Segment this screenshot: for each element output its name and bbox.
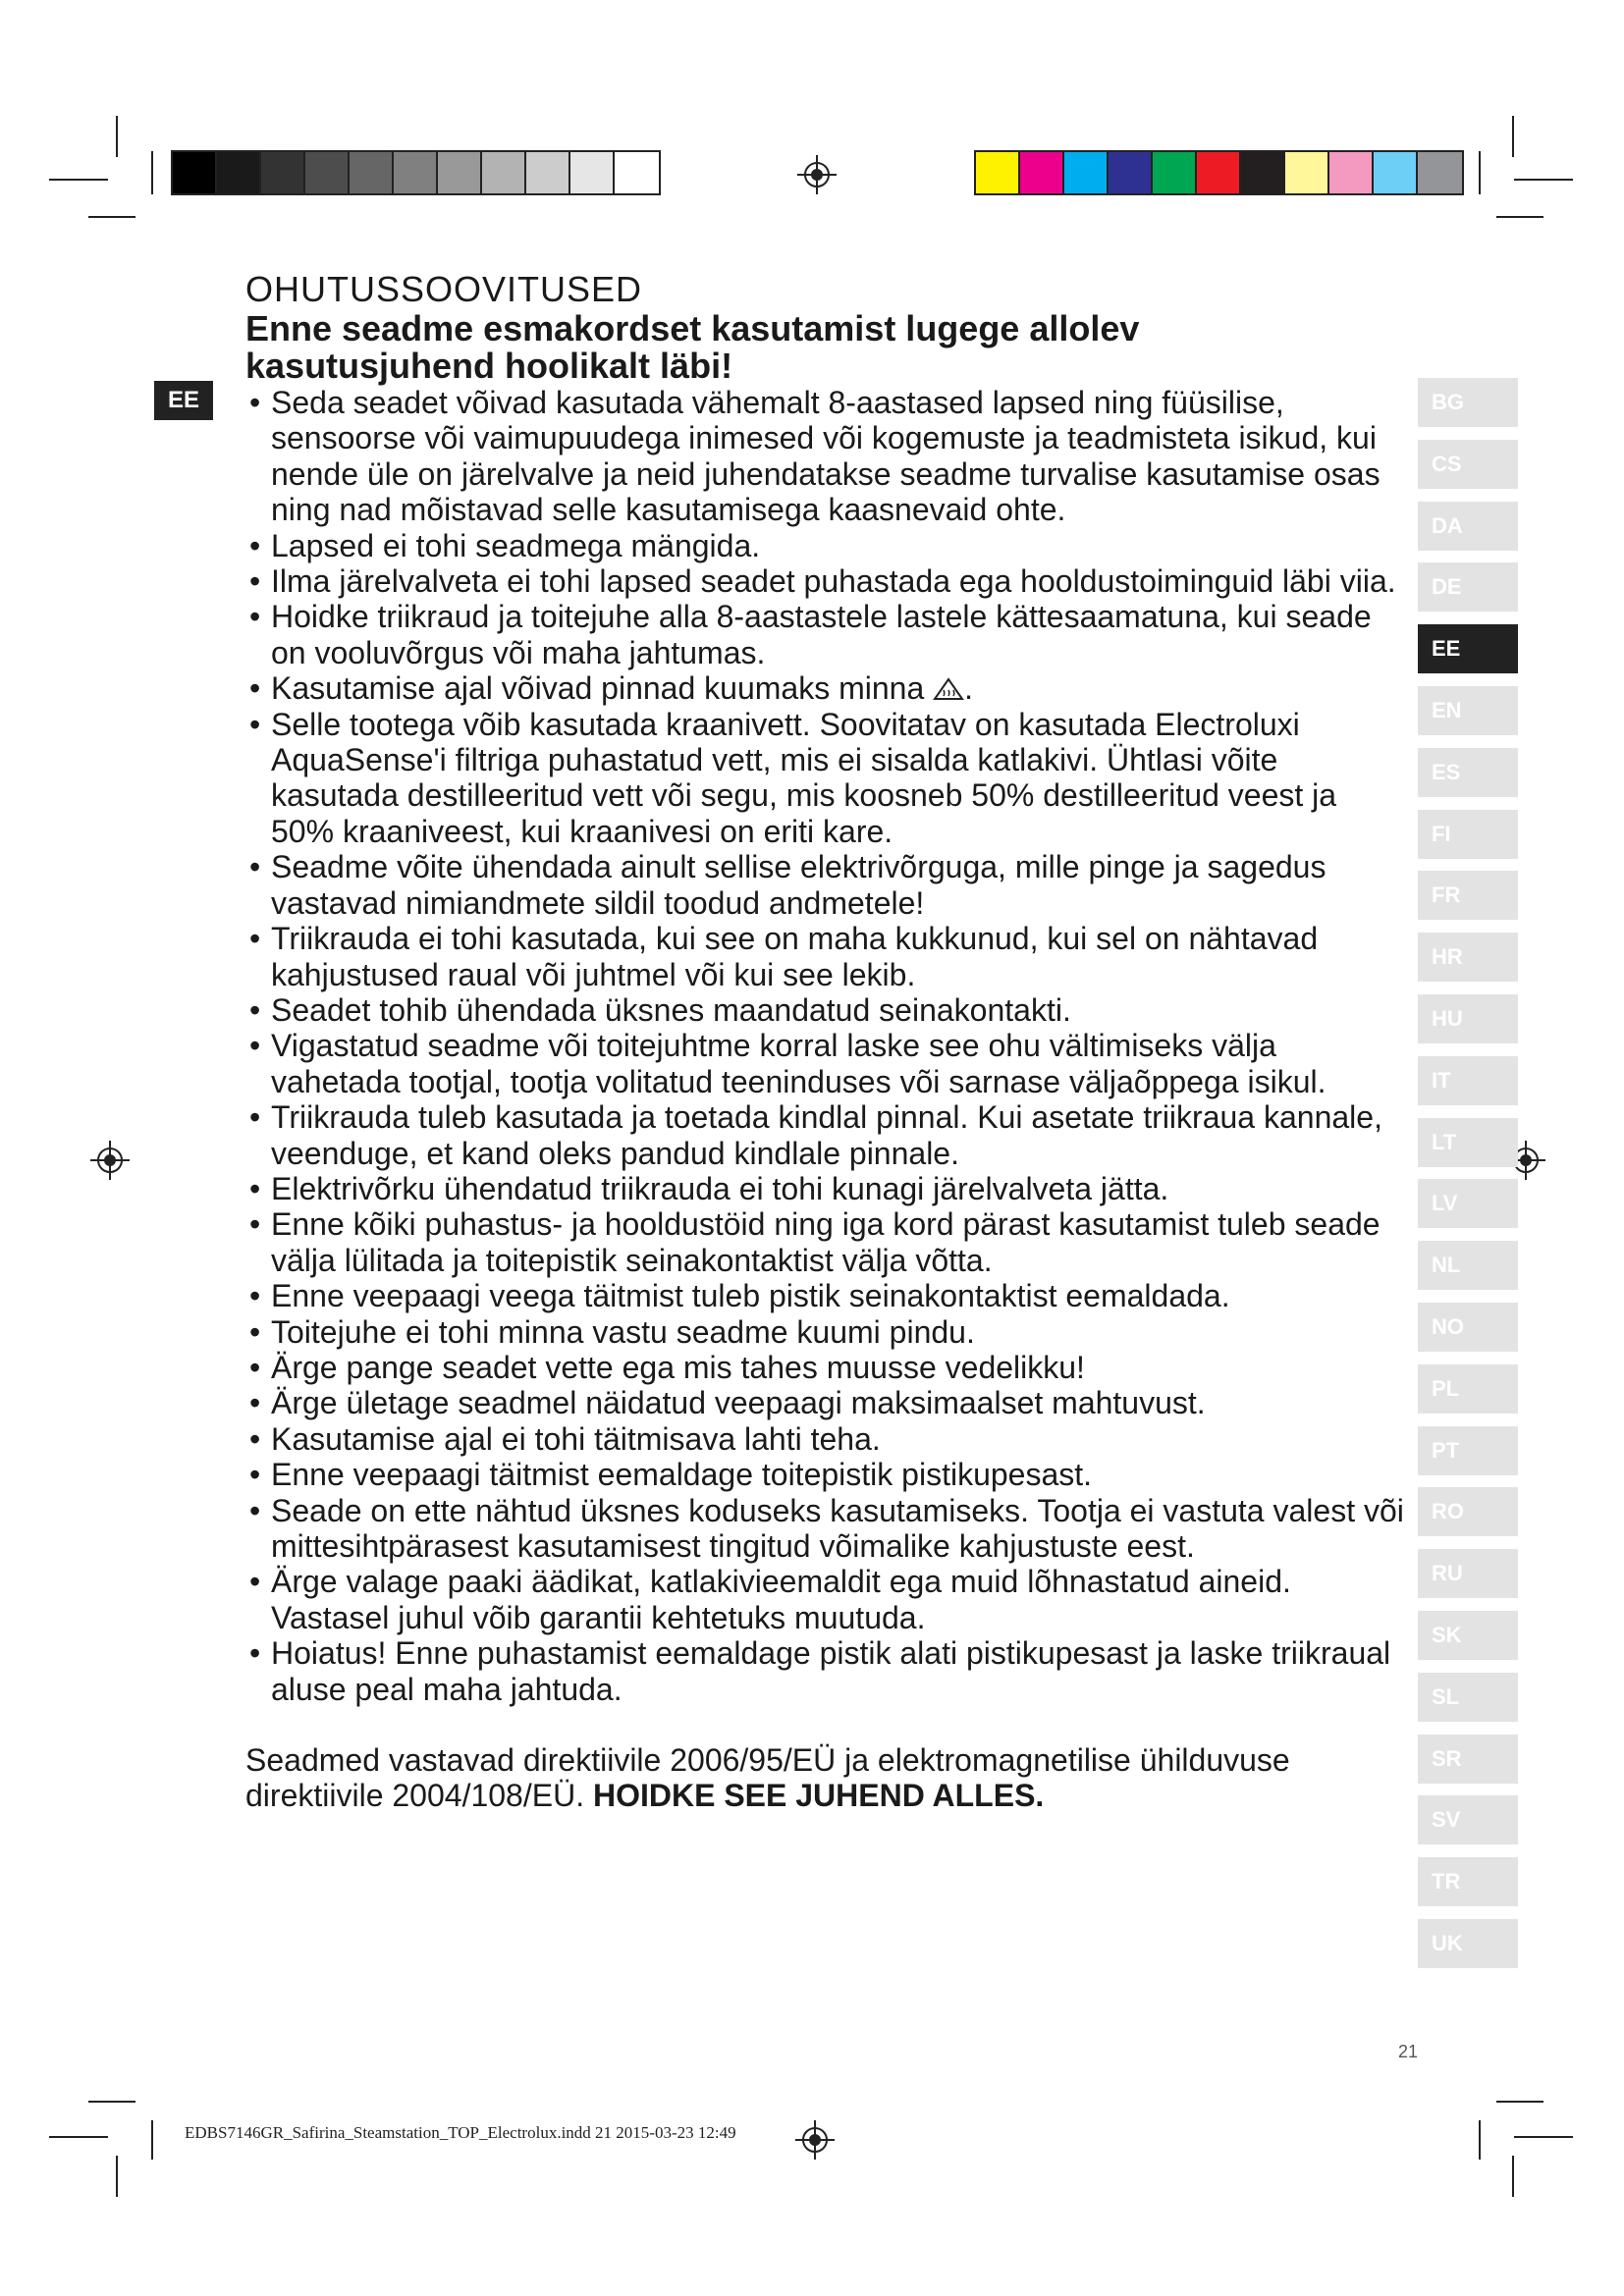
registration-mark-icon — [90, 1141, 130, 1180]
language-tab-ee[interactable]: EE — [1418, 624, 1518, 673]
safety-list — [245, 385, 1404, 1707]
crop-mark — [1512, 116, 1514, 157]
color-swatch — [482, 152, 526, 193]
closing-statement — [245, 1742, 1384, 1814]
safety-item: • Ilma järelvalveta ei tohi lapsed seadet puhastada ega hooldustoiminguid läbi viia. — [245, 563, 1404, 599]
language-tab-ru[interactable]: RU — [1418, 1549, 1518, 1598]
safety-item: • Kasutamise ajal ei tohi täitmisava lahti teha. — [245, 1421, 1404, 1457]
crop-mark — [1514, 179, 1573, 181]
color-swatch — [526, 152, 570, 193]
safety-item: • Vigastatud seadme või toitejuhtme korral laske see ohu vältimiseks välja vahetada tootjal, tootja volitatud teeninduses või sarnase väljaõppega isikul. — [245, 1028, 1404, 1099]
color-swatch — [1153, 152, 1197, 193]
language-tab-sv[interactable]: SV — [1418, 1795, 1518, 1844]
safety-item: • Enne veepaagi täitmist eemaldage toitepistik pistikupesast. — [245, 1457, 1404, 1492]
safety-item: • Kasutamise ajal võivad pinnad kuumaks minna . — [245, 670, 1404, 706]
color-swatch — [1329, 152, 1374, 193]
language-tab-sr[interactable]: SR — [1418, 1735, 1518, 1784]
language-tab-nl[interactable]: NL — [1418, 1241, 1518, 1290]
language-tab-hr[interactable]: HR — [1418, 933, 1518, 982]
language-tab-pt[interactable]: PT — [1418, 1426, 1518, 1475]
color-swatch — [350, 152, 394, 193]
safety-item: • Ärge ületage seadmel näidatud veepaagi maksimaalset mahtuvust. — [245, 1385, 1404, 1420]
crop-mark — [151, 151, 153, 194]
crop-mark — [1514, 2136, 1573, 2138]
safety-item: • Ärge pange seadet vette ega mis tahes muusse vedelikku! — [245, 1350, 1404, 1385]
color-swatch — [217, 152, 261, 193]
crop-mark — [88, 216, 135, 218]
language-tab-sk[interactable]: SK — [1418, 1611, 1518, 1660]
color-swatch — [615, 152, 659, 193]
color-swatch — [394, 152, 438, 193]
color-swatch — [976, 152, 1020, 193]
language-marker: EE — [154, 381, 213, 420]
lead-instruction: Enne seadme esmakordset kasutamist lugege allolev kasutusjuhend hoolikalt läbi! — [245, 308, 1140, 386]
hot-surface-warning-icon — [933, 677, 964, 701]
language-tab-sl[interactable]: SL — [1418, 1673, 1518, 1722]
safety-item: • Triikrauda ei tohi kasutada, kui see on maha kukkunud, kui sel on nähtavad kahjustused raual või juhtmel või kui see lekib. — [245, 921, 1404, 992]
language-tab-ro[interactable]: RO — [1418, 1487, 1518, 1536]
safety-item: • Hoiatus! Enne puhastamist eemaldage pistik alati pistikupesast ja laske triikraual aluse peal maha jahtuda. — [245, 1635, 1404, 1707]
crop-mark — [1496, 216, 1543, 218]
language-tab-es[interactable]: ES — [1418, 748, 1518, 797]
crop-mark — [49, 179, 108, 181]
language-tab-en[interactable]: EN — [1418, 686, 1518, 735]
language-tab-lt[interactable]: LT — [1418, 1118, 1518, 1167]
safety-item: • Selle tootega võib kasutada kraanivett. Soovitatav on kasutada Electroluxi AquaSense'i filtriga puhastatud vett, mis ei sisalda katlakivi. Ühtlasi võite kasutada destilleeritud vett või segu, mis koosneb 50% destilleeritud veest ja 50% kraaniveest, kui kraanivesi on eriti kare. — [245, 707, 1404, 850]
color-swatch — [1241, 152, 1285, 193]
language-tab-de[interactable]: DE — [1418, 562, 1518, 612]
color-swatch — [1418, 152, 1462, 193]
color-swatch — [570, 152, 615, 193]
crop-mark — [49, 2136, 108, 2138]
safety-item: • Hoidke triikraud ja toitejuhe alla 8-aastastele lastele kättesaamatuna, kui seade on vooluvõrgus või maha jahtumas. — [245, 599, 1404, 670]
language-tab-no[interactable]: NO — [1418, 1303, 1518, 1352]
language-tab-fi[interactable]: FI — [1418, 810, 1518, 859]
language-tab-lv[interactable]: LV — [1418, 1179, 1518, 1228]
language-tab-it[interactable]: IT — [1418, 1056, 1518, 1105]
safety-item: • Ärge valage paaki äädikat, katlakivieemaldit ega muid lõhnastatud aineid. Vastasel juhul võib garantii kehtetuks muutuda. — [245, 1564, 1404, 1635]
registration-mark-icon — [795, 2120, 835, 2160]
color-swatch — [305, 152, 350, 193]
safety-item: • Lapsed ei tohi seadmega mängida. — [245, 528, 1404, 563]
page-number: 21 — [1398, 2042, 1419, 2061]
color-swatch — [1020, 152, 1064, 193]
language-tab-tr[interactable]: TR — [1418, 1857, 1518, 1906]
language-tab-hu[interactable]: HU — [1418, 994, 1518, 1043]
print-slug: EDBS7146GR_Safirina_Steamstation_TOP_Electrolux.indd 21 2015-03-23 12:49 — [185, 2123, 736, 2142]
process-color-bar — [974, 150, 1464, 195]
color-swatch — [173, 152, 217, 193]
crop-mark — [1496, 2101, 1543, 2103]
crop-mark — [1479, 2120, 1481, 2160]
section-title: OHUTUSSOOVITUSED — [245, 269, 643, 309]
safety-item: • Enne veepaagi veega täitmist tuleb pistik seinakontaktist eemaldada. — [245, 1278, 1404, 1313]
crop-mark — [1512, 2156, 1514, 2197]
safety-item: • Elektrivõrku ühendatud triikrauda ei tohi kunagi järelvalveta jätta. — [245, 1171, 1404, 1206]
safety-item: • Toitejuhe ei tohi minna vastu seadme kuumi pindu. — [245, 1314, 1404, 1350]
color-swatch — [1285, 152, 1329, 193]
grayscale-color-bar — [171, 150, 661, 195]
language-tab-fr[interactable]: FR — [1418, 871, 1518, 920]
safety-item: • Seadme võite ühendada ainult sellise elektrivõrguga, mille pinge ja sagedus vastavad nimiandmete sildil toodud andmetele! — [245, 849, 1404, 921]
safety-item: • Seadet tohib ühendada üksnes maandatud seinakontakti. — [245, 992, 1404, 1028]
crop-mark — [1479, 151, 1481, 194]
safety-item: • Seade on ette nähtud üksnes koduseks kasutamiseks. Tootja ei vastuta valest või mittesihtpärasest kasutamisest tingitud võimalike kahjustuste eest. — [245, 1493, 1404, 1565]
language-tab-cs[interactable]: CS — [1418, 440, 1518, 489]
crop-mark — [116, 116, 118, 157]
registration-mark-icon — [797, 155, 837, 194]
language-tab-uk[interactable]: UK — [1418, 1919, 1518, 1968]
safety-item: • Triikrauda tuleb kasutada ja toetada kindlal pinnal. Kui asetate triikraua kannale, veenduge, et kand oleks pandud kindlale pinnale. — [245, 1099, 1404, 1171]
language-tab-bg[interactable]: BG — [1418, 378, 1518, 427]
color-swatch — [261, 152, 305, 193]
language-tab-pl[interactable]: PL — [1418, 1364, 1518, 1414]
crop-mark — [88, 2101, 135, 2103]
safety-item: • Enne kõiki puhastus- ja hooldustöid ning iga kord pärast kasutamist tuleb seade välja lülitada ja toitepistik seinakontaktist välja võtta. — [245, 1206, 1404, 1278]
color-swatch — [1374, 152, 1418, 193]
color-swatch — [1064, 152, 1109, 193]
keep-manual-notice: HOIDKE SEE JUHEND ALLES. — [592, 1778, 1045, 1814]
directive-text: Seadmed vastavad direktiivile 2006/95/EÜ ja elektromagnetilise ühilduvuse direktiivile 2004/108/EÜ. — [245, 1742, 1290, 1814]
crop-mark — [116, 2156, 118, 2197]
language-tab-da[interactable]: DA — [1418, 502, 1518, 551]
safety-item: • Seda seadet võivad kasutada vähemalt 8-aastased lapsed ning füüsilise, sensoorse või vaimupuudega inimesed või kogemuste ja teadmisteta isikud, kui nende üle on järelvalve ja neid juhendatakse seadme turvalise kasutamise osas ning nad mõistavad selle kasutamisega kaasnevaid ohte. — [245, 385, 1404, 528]
color-swatch — [1109, 152, 1153, 193]
color-swatch — [438, 152, 482, 193]
crop-mark — [151, 2120, 153, 2160]
color-swatch — [1197, 152, 1241, 193]
